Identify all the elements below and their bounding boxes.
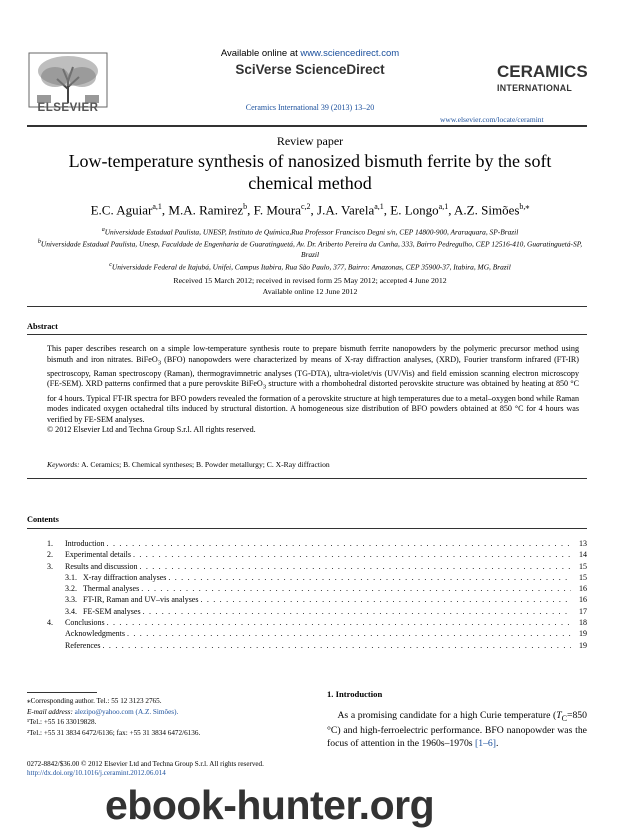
sciencedirect-link[interactable]: www.sciencedirect.com — [300, 48, 400, 59]
contents-heading: Contents — [27, 515, 59, 524]
author-affiliation-marker: a,1 — [152, 202, 162, 211]
toc-leader-dots — [200, 595, 571, 604]
toc-entry[interactable] — [47, 629, 587, 640]
paper-type: Review paper — [276, 134, 344, 148]
watermark: ebook-hunter.org — [105, 782, 435, 828]
affiliation-marker: b — [37, 239, 41, 246]
author-name: E.C. Aguiar — [90, 202, 153, 218]
header-divider — [27, 125, 587, 127]
author-affiliation-marker: b — [243, 202, 248, 211]
doi-link[interactable]: http://dx.doi.org/10.1016/j.ceramint.2012.06.014 — [27, 769, 166, 777]
keywords-list: A. Ceramics; B. Chemical syntheses; B. Powder metallurgy; C. X-Ray diffraction — [81, 460, 330, 469]
copyright-meta — [27, 760, 427, 778]
keywords-label: Keywords: — [47, 460, 80, 469]
received-dates: Received 15 March 2012; received in revised form 25 May 2012; accepted 4 June 2012 — [173, 276, 447, 285]
toc-leader-dots — [107, 539, 571, 548]
toc-leader-dots — [139, 562, 571, 571]
title-divider — [27, 306, 587, 307]
author-list: E.C. Aguiar$^{a,1}$, M.A. Ramirez$^b$, F. Moura$^{c,2}$, J.A. Varela$^{a,1}$, E. Longo$^{a,1}$, A.Z. Simões$^{b,⁎}$ — [90, 202, 530, 218]
toc-subsection-number: 3.1. — [65, 572, 77, 582]
article-dates — [30, 276, 590, 297]
affiliation-marker: c — [109, 261, 112, 268]
author-name: E. Longo — [390, 202, 439, 218]
toc-page-number: 14 — [579, 550, 587, 560]
issn-line: 0272-8842/$36.00 © 2012 Elsevier Ltd and Techna Group S.r.l. All rights reserved. — [27, 760, 264, 768]
toc-page-number: 19 — [579, 640, 587, 650]
toc-subsection-number: 3.3. — [65, 595, 77, 605]
toc-subsection-number: 3.2. — [65, 584, 77, 594]
toc-entry[interactable] — [47, 618, 587, 629]
footnotes — [27, 696, 297, 738]
toc-label: Acknowledgments — [65, 629, 125, 639]
toc-leader-dots — [143, 607, 571, 616]
email-note — [27, 707, 297, 718]
toc-page-number: 17 — [579, 606, 587, 616]
author-affiliation-marker: a,1 — [374, 202, 384, 211]
toc-leader-dots — [133, 550, 571, 559]
affiliation-marker: a — [101, 227, 105, 233]
toc-page-number: 19 — [579, 629, 587, 639]
affiliation: $^a$Universidade Estadual Paulista, UNESP, Instituto de Química,Rua Professor Francisco Degni s/n, CEP 14800-900, Araraquara, SP-Brazil — [101, 227, 519, 237]
toc-page-number: 15 — [579, 572, 587, 582]
affiliation: $^c$Universidade Federal de Itajubá, Unifei, Campus Itabira, Rua São Paulo, 377, Bairro: Amazonas, CEP 35900-37, Itabira, MG, Brazil — [109, 261, 511, 272]
journal-logo-subtitle: INTERNATIONAL — [497, 83, 573, 93]
toc-entry[interactable] — [47, 584, 587, 595]
toc-leader-dots — [141, 584, 571, 593]
journal-citation[interactable]: Ceramics International 39 (2013) 13–20 — [245, 103, 375, 112]
toc-number: 1. — [47, 539, 53, 548]
toc-page-number: 18 — [579, 618, 587, 628]
abstract-divider — [27, 334, 587, 335]
availability-text: Available online at — [220, 48, 301, 59]
affiliation-list — [30, 225, 590, 272]
author-name: F. Moura — [253, 202, 301, 218]
journal-homepage-link[interactable]: www.elsevier.com/locate/ceramint — [440, 115, 544, 124]
toc-number: 3. — [47, 561, 53, 571]
toc-label: Thermal analyses — [83, 584, 140, 594]
abstract-body: This paper describes research on a simple low-temperature synthesis route to prepare bismuth ferrite nanopowders by the polymeric precursor method using bismuth and iron nitrates. BiFeO$_3$ (BFO) nanopowders were characterized by means of X-ray diffraction analyses, (XRD), Fourier transform infrared (FT-IR) spectroscopy, Raman spectroscopy (Raman), thermogravimnetric analyses (TG-DTA), ultra-violet/vis (UV/Vis) and field emission scanning electron microscopy (FE-SEM). XRD patterns confirmed that a pure perovskite BiFeO$_3$ structure with a rhombohedral distorted perovskite structure was obtained by heating at 850 °C for 4 hours. Typical FT-IR spectra for BFO powders revealed the formation of a perovskite structure at high temperatures due to a metal–oxygen bond while Raman modes indicated oxygen octahedral tilts induced by structural distortion. A homogeneous size distribution of BFO powders obtained at 850 °C for 4 hours was verified by FE-SEM analyses. © 2012 Elsevier Ltd and Techna Group S.r.l. All rights reserved. — [47, 344, 580, 435]
toc-label: Results and discussion — [65, 561, 138, 571]
author-name: M.A. Ramirez — [168, 202, 244, 218]
footnote-divider — [27, 692, 97, 693]
tel-note-1: ¹Tel.: +55 16 33019828. — [27, 718, 97, 726]
toc-label: FE-SEM analyses — [83, 606, 141, 616]
toc-page-number: 15 — [579, 561, 587, 571]
author-affiliation-marker: a,1 — [438, 202, 449, 211]
toc-page-number: 16 — [579, 595, 587, 605]
abstract-end-divider — [27, 478, 587, 479]
toc-label: FT-IR, Raman and UV–vis analyses — [83, 595, 199, 605]
author-affiliation-marker: b,⁎ — [519, 202, 530, 211]
elsevier-wordmark: ELSEVIER — [37, 102, 99, 114]
abstract-heading: Abstract — [27, 322, 58, 331]
toc-entry[interactable] — [47, 550, 587, 561]
affiliation: $^b$Universidade Estadual Paulista, Unesp, Faculdade de Engenharia de Guaratinguetá, Av. Dr. Ariberto Pereira da Cunha, 333, Bairro Pedregulho, CEP 12516-410, Guaratinguetá-SP, Brazil — [37, 239, 583, 259]
toc-leader-dots — [107, 618, 571, 627]
contents-divider — [27, 528, 587, 529]
corresponding-author-note: ⁎Corresponding author. Tel.: 55 12 3123 2765. — [27, 697, 162, 705]
toc-entry[interactable] — [47, 641, 587, 652]
toc-entry[interactable] — [47, 573, 587, 584]
toc-leader-dots — [103, 641, 571, 650]
toc-entry[interactable] — [47, 562, 587, 573]
toc-leader-dots — [127, 629, 571, 638]
toc-label: References — [65, 640, 101, 650]
tel-note-2: ²Tel.: +55 31 3834 6472/6136; fax: +55 31 3834 6472/6136. — [27, 728, 201, 737]
introduction-body: As a promising candidate for a high Curie temperature ($T_C=850$ °C) and high-ferroelectric performance. BFO nanopowder was the focus of attention in the 1960s–1970s [1–6]. — [327, 710, 587, 749]
toc-label: Conclusions — [65, 618, 105, 628]
toc-entry[interactable] — [47, 607, 587, 618]
table-of-contents — [47, 539, 587, 652]
email-link[interactable]: alezipo@yahoo.com (A.Z. Simões). — [74, 707, 179, 716]
toc-page-number: 16 — [579, 584, 587, 594]
author-name: A.Z. Simões — [454, 202, 520, 218]
toc-label: X-ray diffraction analyses — [83, 572, 167, 582]
introduction-heading: 1. Introduction — [327, 689, 383, 699]
platform-name: SciVerse ScienceDirect — [235, 62, 385, 77]
toc-subsection-number: 3.4. — [65, 606, 77, 616]
article-title: Low-temperature synthesis of nanosized bismuth ferrite by the soft chemical method — [68, 151, 552, 193]
available-online-date: Available online 12 June 2012 — [262, 286, 358, 296]
toc-entry[interactable] — [47, 539, 587, 550]
availability-line — [0, 48, 620, 59]
journal-logo-title: CERAMICS — [497, 62, 588, 81]
toc-leader-dots — [168, 573, 571, 582]
toc-label: Introduction — [65, 539, 105, 548]
toc-number: 2. — [47, 550, 53, 560]
toc-number: 4. — [47, 618, 53, 628]
toc-entry[interactable] — [47, 595, 587, 606]
toc-label: Experimental details — [65, 550, 131, 560]
email-label: E-mail address: — [27, 707, 73, 716]
author-name: J.A. Varela — [317, 202, 375, 218]
keywords — [47, 460, 579, 469]
author-affiliation-marker: c,2 — [300, 202, 311, 211]
toc-page-number: 13 — [579, 539, 587, 548]
